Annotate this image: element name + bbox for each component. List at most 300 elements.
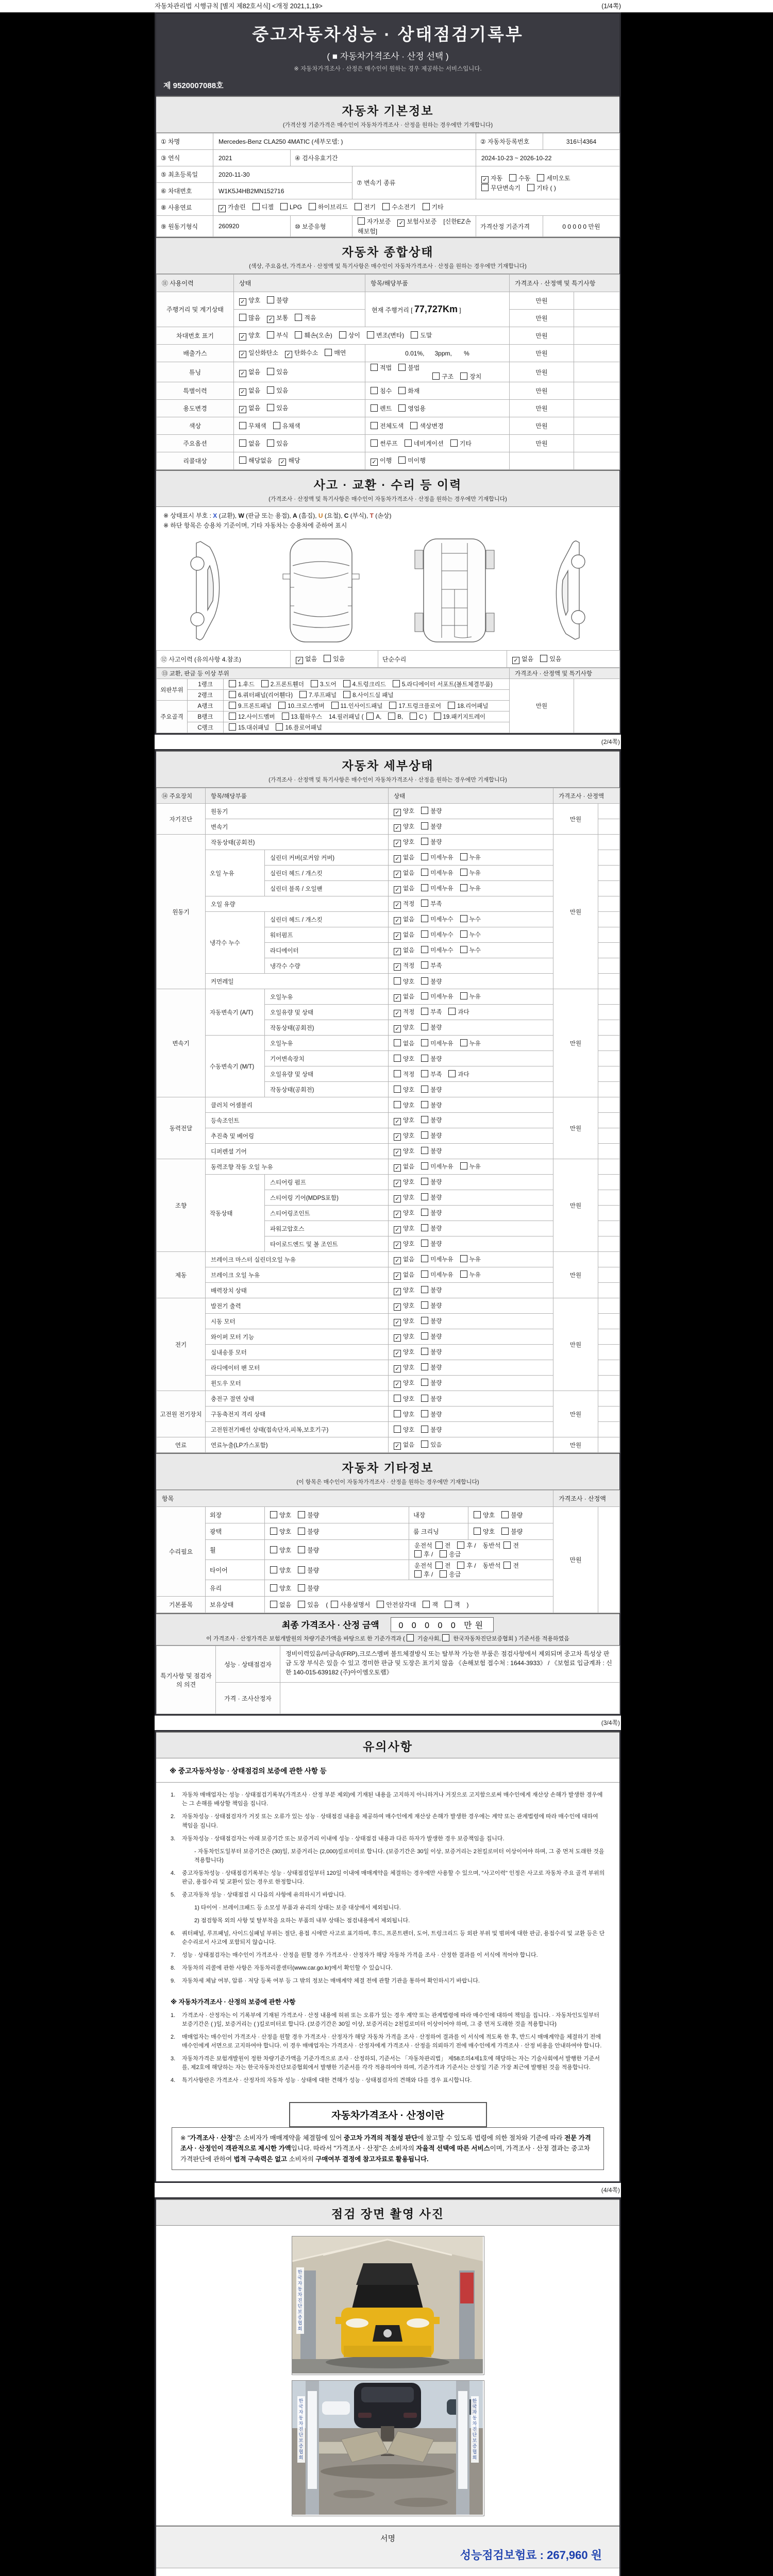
notice-item-text: 자동차 매매업자는 성능 · 상태점검기록부(가격조사 · 산정 부분 제외)에 기재된 내용을 고지하지 아니하거나 거짓으로 고지함으로써 매수인에게 재산상 손해가 발생한 경우에는 그 손해를 배상할 책임을 집니다. [182, 1792, 603, 1807]
table-cell [389, 819, 553, 835]
option-label: 일산화탄소 [248, 349, 278, 357]
checkbox[interactable] [253, 203, 260, 210]
checkbox[interactable]: ✓ [394, 1273, 401, 1280]
table-cell: 변속기 [157, 989, 206, 1097]
option-label: 있음 [333, 655, 345, 663]
checkbox[interactable]: ✓ [394, 824, 401, 832]
checkbox[interactable] [435, 1541, 443, 1549]
checkbox[interactable] [421, 1039, 428, 1046]
table-cell: 차대번호 표기 [157, 327, 234, 345]
checkbox[interactable] [460, 1255, 467, 1262]
checkbox[interactable] [421, 1070, 428, 1077]
checkbox[interactable] [421, 977, 428, 985]
option-label: 누수 [469, 947, 481, 954]
checkbox[interactable] [421, 1348, 428, 1355]
checkbox[interactable] [298, 1546, 305, 1553]
checkbox[interactable]: ✓ [394, 1303, 401, 1311]
checkbox[interactable]: ✓ [394, 948, 401, 955]
checkbox[interactable] [421, 853, 428, 860]
checkbox[interactable] [239, 422, 246, 429]
checkbox[interactable] [267, 404, 274, 411]
checkbox[interactable] [448, 1008, 456, 1015]
checkbox[interactable] [421, 1193, 428, 1200]
notice-item [171, 1929, 605, 1947]
checkbox[interactable] [389, 702, 396, 709]
checkbox[interactable] [282, 713, 289, 720]
table-cell [389, 896, 553, 912]
table-cell: 오일누유 [265, 989, 389, 1005]
checkbox[interactable] [421, 1023, 428, 1030]
option-label: 누유 [469, 885, 481, 892]
checkbox[interactable] [421, 915, 428, 922]
checkbox[interactable] [324, 655, 331, 662]
notice-item-text: 가격조사 · 산정자는 이 기록부에 기재된 가격조사 · 산정 내용에 허위 또는 오류가 있는 경우 계약 또는 관계법령에 따라 매수인에 대하여 책임을 집니다. · 자동차인도일부터 보증기간은 ( )일, 보증거리는 ( )킬로미터로 합니다. (보증기간은 30일 이상, 보증거리는 2천킬로미터 이상이어야 하며, 그 중 먼저 도래한 것을 적용합니다) [182, 2012, 599, 2028]
checkbox[interactable]: ✓ [394, 840, 401, 847]
option-label: 양호 [483, 1528, 495, 1536]
checkbox[interactable] [421, 1332, 428, 1340]
checkbox[interactable]: ✓ [239, 298, 246, 306]
option-label: 불량 [430, 1194, 442, 1201]
option-label: 8.사이드실 패널 [352, 692, 394, 699]
table-cell [389, 1314, 553, 1329]
checkbox[interactable] [366, 713, 374, 720]
checkbox[interactable] [388, 713, 395, 720]
checkbox[interactable]: ✓ [394, 1149, 401, 1156]
checkbox[interactable] [481, 184, 489, 191]
checkbox[interactable] [394, 977, 401, 985]
table-cell [598, 974, 620, 989]
checkbox[interactable]: ✓ [239, 370, 246, 377]
checkbox[interactable] [270, 1511, 277, 1518]
checkbox[interactable]: ✓ [394, 1133, 401, 1141]
checkbox[interactable] [398, 364, 406, 371]
checkbox[interactable] [343, 691, 350, 698]
table-cell: 튜닝 [157, 362, 234, 382]
option-label: 7.루프패널 [309, 692, 337, 699]
table-cell [389, 1051, 553, 1066]
checkbox[interactable] [393, 680, 400, 687]
checkbox[interactable] [460, 853, 467, 860]
checkbox[interactable] [421, 1301, 428, 1309]
text-part: 가격조사 · 산정 [190, 2134, 233, 2142]
section-notice-band [156, 1732, 619, 1758]
checkbox[interactable] [377, 1601, 384, 1608]
checkbox[interactable] [421, 1101, 428, 1108]
checkbox[interactable]: ✓ [394, 809, 401, 816]
checkbox[interactable] [229, 680, 236, 687]
table-cell: 추진축 및 베어링 [206, 1128, 389, 1144]
checkbox[interactable] [460, 884, 467, 891]
checkbox[interactable] [411, 331, 418, 338]
checkbox[interactable]: ✓ [239, 388, 246, 396]
table-cell [365, 417, 510, 435]
checkbox[interactable] [421, 869, 428, 876]
checkbox[interactable] [371, 439, 378, 447]
checkbox[interactable]: ✓ [296, 657, 303, 664]
checkbox[interactable] [445, 1601, 452, 1608]
checkbox[interactable] [421, 1116, 428, 1123]
checkbox[interactable] [382, 203, 390, 210]
checkbox[interactable]: ✓ [394, 1350, 401, 1357]
checkbox[interactable] [432, 372, 440, 380]
checkbox[interactable]: ✓ [394, 1164, 401, 1172]
option-label: 없음 [403, 916, 415, 923]
table-cell [598, 1036, 620, 1051]
checkbox[interactable] [295, 331, 302, 338]
checkbox[interactable]: ✓ [394, 933, 401, 940]
checkbox[interactable] [421, 1426, 428, 1433]
checkbox[interactable] [229, 691, 236, 698]
option-label: 17.트렁크플로어 [398, 703, 442, 710]
checkbox[interactable] [421, 1147, 428, 1154]
checkbox[interactable]: ✓ [394, 855, 401, 862]
checkbox[interactable]: ✓ [394, 902, 401, 909]
checkbox[interactable] [421, 1209, 428, 1216]
checkbox[interactable]: ✓ [394, 1226, 401, 1233]
checkbox[interactable]: ✓ [394, 963, 401, 971]
checkbox[interactable]: ✓ [394, 1211, 401, 1218]
checkbox[interactable]: ✓ [285, 351, 292, 358]
checkbox[interactable] [414, 1550, 422, 1557]
table-cell: 라디에이터 [265, 943, 389, 958]
checkbox[interactable] [298, 1584, 305, 1591]
checkbox[interactable] [460, 372, 467, 380]
signature-band [156, 2526, 619, 2568]
checkbox[interactable] [398, 387, 406, 394]
checkbox[interactable] [239, 456, 246, 464]
inspector-label: 성능 · 상태점검자 [216, 1646, 280, 1683]
checkbox[interactable] [229, 723, 236, 731]
table-cell: 만원 [553, 1252, 598, 1298]
checkbox[interactable] [421, 1379, 428, 1386]
checkbox[interactable] [435, 1562, 443, 1569]
option-label: 사용설명서 [340, 1601, 371, 1609]
checkbox[interactable] [423, 1601, 430, 1608]
checkbox[interactable]: ✓ [371, 459, 378, 466]
checkbox[interactable] [503, 1541, 511, 1549]
checkbox[interactable] [358, 217, 365, 225]
checkbox[interactable] [414, 1570, 422, 1578]
table-cell: 실린더 블록 / 오일팬 [265, 881, 389, 896]
checkbox[interactable]: ✓ [394, 1443, 401, 1450]
checkbox[interactable]: ✓ [394, 886, 401, 893]
table-cell: 배출가스 [157, 345, 234, 362]
checkbox[interactable]: ✓ [394, 1381, 401, 1388]
option-label: 3.도어 [320, 682, 337, 688]
checkbox[interactable] [537, 174, 544, 181]
checkbox[interactable] [295, 314, 302, 321]
checkbox[interactable] [440, 1550, 447, 1557]
checkbox[interactable]: ✓ [239, 406, 246, 413]
note-post: 기준서를 적용하였음 [518, 1636, 569, 1642]
option-label: 양호 [403, 1318, 415, 1325]
checkbox[interactable] [270, 1601, 277, 1608]
option-label: 없음 [403, 885, 415, 892]
table-cell [389, 1128, 553, 1144]
checkbox[interactable] [299, 691, 307, 698]
checkbox[interactable] [410, 713, 417, 720]
table-cell: 만원 [510, 327, 574, 345]
option-label: 불량 [430, 1148, 442, 1155]
checkbox[interactable]: ✓ [394, 1118, 401, 1125]
checkbox[interactable]: ✓ [394, 1025, 401, 1032]
table-cell: ⑥ 차대번호 [157, 183, 213, 199]
checkbox[interactable] [276, 723, 283, 731]
option-label: 있음 [276, 387, 289, 394]
checkbox[interactable] [371, 364, 378, 371]
option-label: 15.대쉬패널 [238, 725, 270, 732]
table-cell: 기어변속장치 [265, 1051, 389, 1066]
checkbox[interactable] [398, 404, 406, 412]
table-cell [365, 452, 510, 470]
notice-item-number: 3. [171, 1835, 176, 1842]
checkbox[interactable] [527, 184, 534, 191]
section-subtitle: (가격조사 · 산정액 및 특기사항은 매수인이 자동차가격조사 · 산정을 원하는 경우에만 기재합니다) [268, 496, 507, 502]
checkbox[interactable] [267, 368, 274, 375]
table-cell [598, 1391, 620, 1406]
checkbox[interactable] [460, 992, 467, 999]
checkbox[interactable] [421, 900, 428, 907]
checkbox[interactable] [460, 946, 467, 953]
checkbox[interactable] [394, 1101, 401, 1108]
checkbox[interactable] [421, 1270, 428, 1278]
option-label: 불량 [430, 1287, 442, 1294]
option-text: 동반석 [482, 1542, 501, 1550]
checkbox[interactable] [394, 1039, 401, 1046]
checkbox[interactable] [407, 1634, 414, 1641]
checkbox[interactable] [270, 1566, 277, 1573]
checkbox[interactable] [442, 1634, 449, 1641]
checkbox[interactable] [421, 1410, 428, 1417]
checkbox[interactable] [421, 1178, 428, 1185]
checkbox[interactable]: ✓ [394, 871, 401, 878]
checkbox[interactable]: ✓ [394, 1242, 401, 1249]
checkbox[interactable]: ✓ [394, 1334, 401, 1342]
table-cell [598, 850, 620, 866]
checkbox[interactable] [474, 1511, 481, 1518]
checkbox[interactable]: ✓ [397, 219, 405, 227]
checkbox[interactable] [450, 439, 458, 447]
checkbox[interactable]: ✓ [394, 994, 401, 1002]
checkbox[interactable] [423, 203, 430, 210]
table-cell: 상태 [389, 788, 553, 804]
service-note: ※ 자동차가격조사 · 산정은 매수인이 원하는 경우 제공하는 서비스입니다. [294, 66, 482, 72]
checkbox[interactable] [394, 1086, 401, 1093]
checkbox[interactable] [371, 422, 378, 429]
checkbox[interactable] [421, 930, 428, 938]
checkbox[interactable] [394, 1070, 401, 1077]
checkbox[interactable] [298, 1601, 305, 1608]
checkbox[interactable] [421, 884, 428, 891]
option-label: 양호 [403, 1427, 415, 1433]
checkbox[interactable]: ✓ [219, 205, 226, 212]
notice-item-number: 4. [171, 1870, 176, 1876]
checkbox[interactable] [229, 713, 236, 720]
checkbox[interactable] [421, 822, 428, 829]
table-cell: 0 0 0 0 0 만원 [543, 216, 620, 237]
table-cell: 만원 [553, 1437, 598, 1453]
checkbox[interactable] [460, 1270, 467, 1278]
checkbox[interactable] [421, 1255, 428, 1262]
checkbox[interactable] [371, 387, 378, 394]
table-cell: Mercedes-Benz CLA250 4MATIC (세부모델: ) [213, 133, 476, 150]
checkbox[interactable] [457, 1562, 464, 1569]
checkbox[interactable] [421, 961, 428, 969]
checkbox[interactable] [421, 946, 428, 953]
checkbox[interactable] [270, 1584, 277, 1591]
checkbox[interactable]: ✓ [394, 917, 401, 924]
checkbox[interactable] [394, 1426, 401, 1433]
checkbox[interactable] [309, 203, 316, 210]
checkbox[interactable] [398, 456, 406, 464]
checkbox[interactable]: ✓ [267, 316, 274, 323]
checkbox[interactable] [421, 1162, 428, 1170]
checkbox[interactable] [298, 1511, 305, 1518]
checkbox[interactable] [421, 838, 428, 845]
table-cell: 2020-11-30 [213, 166, 352, 183]
table-cell: ⑪ 사용이력 [157, 275, 234, 292]
checkbox[interactable]: ✓ [394, 1195, 401, 1202]
checkbox[interactable]: ✓ [394, 1180, 401, 1187]
checkbox[interactable] [394, 1410, 401, 1417]
table-cell: 1랭크 [188, 679, 224, 690]
section-detail-band [156, 751, 619, 788]
checkbox[interactable] [440, 1570, 447, 1578]
checkbox[interactable]: ✓ [239, 333, 246, 341]
notice-heading-2: ※ 자동차가격조사 · 산정의 보증에 관한 사항 [171, 1998, 296, 2006]
table-cell: 오일유량 및 상태 [265, 1066, 389, 1082]
checkbox[interactable] [421, 1240, 428, 1247]
checkbox[interactable] [261, 680, 268, 687]
checkbox[interactable]: ✓ [279, 459, 286, 466]
table-cell [365, 292, 510, 327]
checkbox[interactable] [273, 422, 280, 429]
checkbox[interactable]: ✓ [239, 351, 246, 358]
checkbox[interactable] [474, 1528, 481, 1535]
checkbox[interactable]: ✓ [394, 1288, 401, 1295]
checkbox[interactable] [343, 680, 350, 687]
checkbox[interactable] [267, 386, 274, 394]
text-part: 소비자의 [287, 2155, 316, 2163]
option-label: 부족 [430, 1009, 442, 1015]
checkbox[interactable] [267, 439, 274, 447]
checkbox[interactable] [405, 439, 412, 447]
checkbox[interactable] [421, 1363, 428, 1370]
checkbox[interactable] [280, 203, 288, 210]
checkbox[interactable]: ✓ [394, 1365, 401, 1372]
table-cell [224, 679, 510, 690]
checkbox[interactable] [371, 404, 378, 412]
checkbox[interactable] [509, 174, 516, 181]
option-label: 불량 [430, 1333, 442, 1340]
appraiser-label: 가격 · 조사산정자 [216, 1683, 280, 1714]
checkbox[interactable] [278, 702, 285, 709]
checkbox[interactable] [298, 1566, 305, 1573]
checkbox[interactable] [410, 422, 417, 429]
checkbox[interactable] [325, 349, 332, 356]
checkbox[interactable] [311, 680, 318, 687]
checkbox[interactable] [434, 713, 441, 720]
checkbox[interactable] [540, 655, 547, 662]
checkbox[interactable] [421, 992, 428, 999]
checkbox[interactable]: ✓ [394, 1319, 401, 1326]
checkbox[interactable] [448, 1070, 456, 1077]
checkbox[interactable] [503, 1562, 511, 1569]
checkbox[interactable] [239, 314, 246, 321]
checkbox[interactable] [421, 1086, 428, 1093]
checkbox[interactable] [229, 702, 236, 709]
checkbox[interactable] [460, 930, 467, 938]
checkbox[interactable] [421, 807, 428, 814]
table-cell: 시동 모터 [206, 1314, 389, 1329]
checkbox[interactable] [421, 1286, 428, 1293]
checkbox[interactable] [270, 1528, 277, 1535]
checkbox[interactable] [394, 1055, 401, 1062]
checkbox[interactable]: ✓ [481, 176, 489, 183]
checkbox[interactable] [331, 1601, 338, 1608]
checkbox[interactable] [421, 1224, 428, 1231]
checkbox[interactable] [421, 1395, 428, 1402]
checkbox[interactable] [267, 331, 274, 338]
checkbox[interactable] [421, 1440, 428, 1448]
checkbox[interactable] [270, 1546, 277, 1553]
checkbox[interactable] [421, 1317, 428, 1324]
option-label: 불량 [430, 1427, 442, 1433]
checkbox[interactable] [239, 439, 246, 447]
checkbox[interactable] [367, 331, 374, 338]
checkbox[interactable] [331, 702, 339, 709]
option-label: 있음 [549, 655, 562, 663]
table-cell [389, 974, 553, 989]
table-cell [389, 943, 553, 958]
section-title: 사고 · 교환 · 수리 등 이력 [313, 478, 462, 492]
checkbox[interactable] [501, 1511, 509, 1518]
confirmation-statement [156, 2568, 619, 2576]
checkbox[interactable] [394, 1395, 401, 1402]
table-cell [598, 1159, 620, 1175]
checkbox[interactable] [501, 1528, 509, 1535]
table-cell: 커먼레일 [206, 974, 389, 989]
checkbox[interactable] [460, 1039, 467, 1046]
checkbox[interactable] [457, 1541, 464, 1549]
checkbox[interactable] [448, 702, 455, 709]
option-label: 자동 [491, 174, 503, 182]
option-label: 있음 [276, 440, 289, 447]
checkbox[interactable] [421, 1131, 428, 1139]
option-label: 누유 [469, 1272, 481, 1278]
checkbox[interactable] [267, 296, 274, 303]
checkbox[interactable] [298, 1528, 305, 1535]
table-cell [598, 1236, 620, 1252]
table-cell: 만원 [553, 1507, 598, 1613]
checkbox[interactable]: ✓ [512, 657, 519, 664]
checkbox[interactable]: ✓ [394, 1010, 401, 1017]
note-pre: 이 가격조사 · 산정가격은 보험개발원의 차량기준가액을 바탕으로 한 기준가격과 ( [206, 1636, 405, 1642]
option-label: 과다 [458, 1009, 469, 1015]
checkbox[interactable]: ✓ [394, 1257, 401, 1264]
checkbox[interactable] [460, 915, 467, 922]
checkbox[interactable] [460, 1162, 467, 1170]
checkbox[interactable] [355, 203, 362, 210]
checkbox[interactable] [339, 331, 346, 338]
table-cell [598, 1113, 620, 1128]
table-cell [389, 1345, 553, 1360]
page-indicator-1: (1/4쪽) [601, 3, 621, 10]
checkbox[interactable] [421, 1008, 428, 1015]
checkbox[interactable] [421, 1055, 428, 1062]
checkbox[interactable] [460, 869, 467, 876]
table-cell: 2021 [213, 150, 291, 166]
